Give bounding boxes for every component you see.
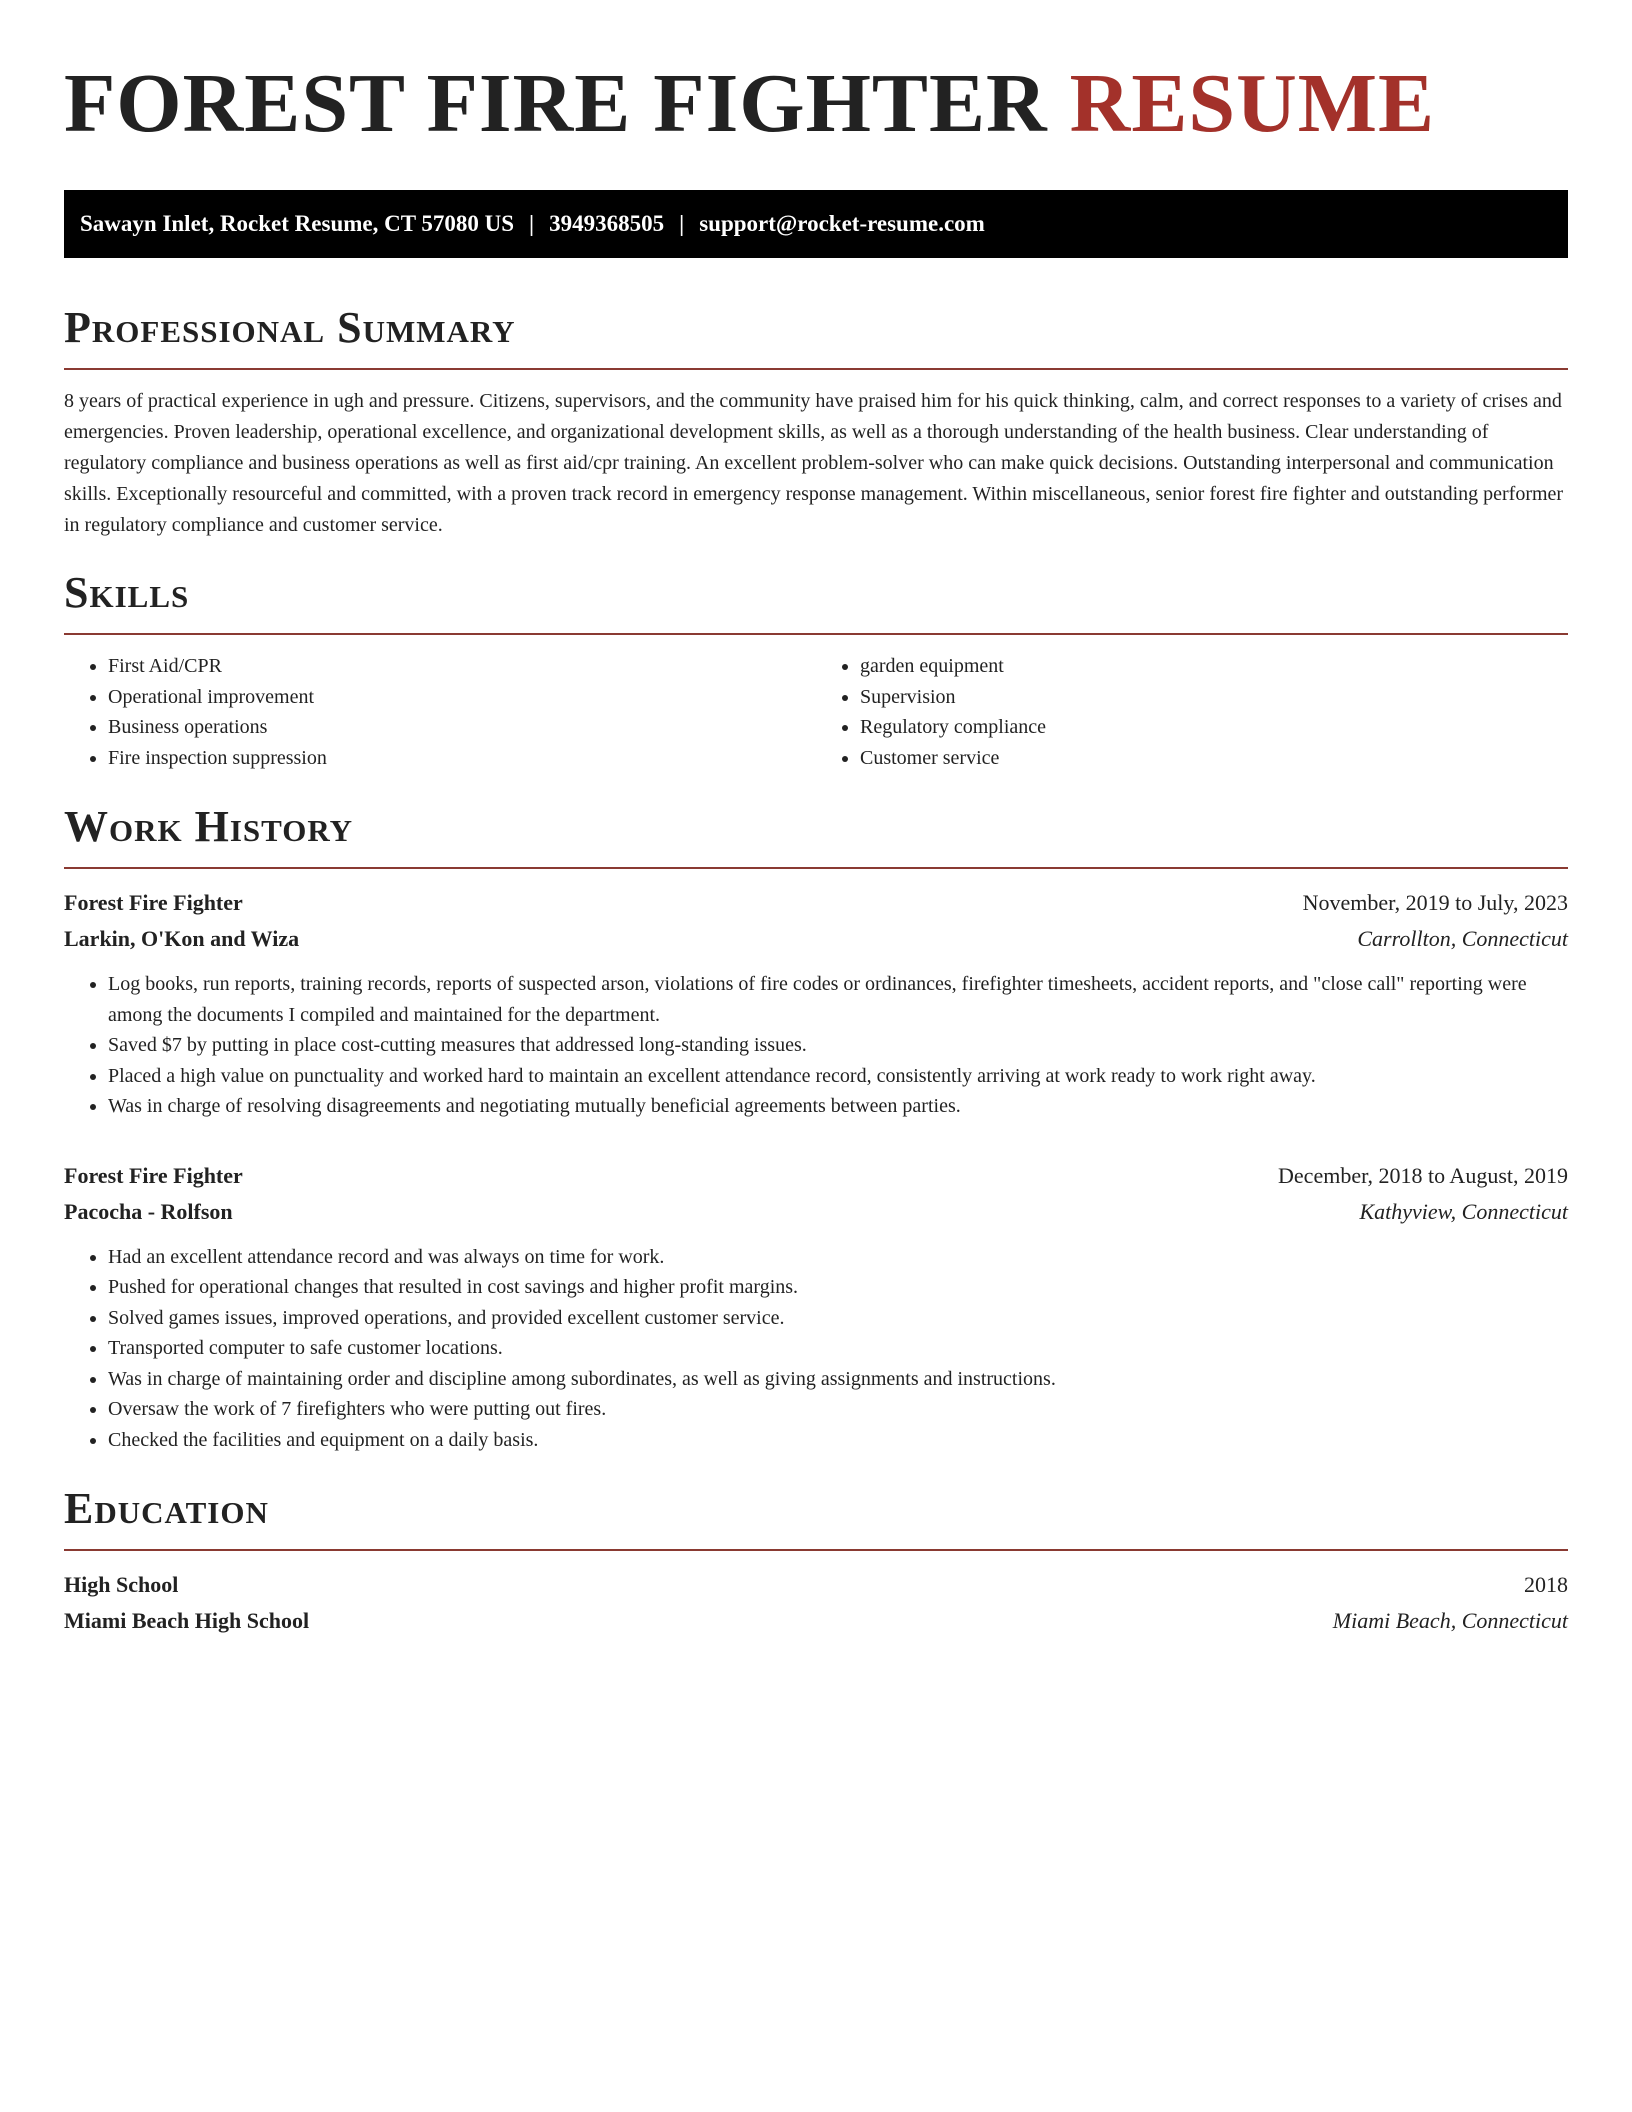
job-company: Pacocha - Rolfson (64, 1198, 233, 1224)
summary-section (64, 304, 1568, 541)
skill-item: • Customer service (860, 743, 1568, 774)
job-bullet: • Log books, run reports, training records, reports of suspected arson, violations of fire codes or ordinances, firefighter timesheets, accident reports, and "close call" reporting were among the documents I compiled and maintained for the department. (108, 969, 1568, 1030)
job-bullets (64, 969, 1568, 1122)
section-divider (64, 1549, 1568, 1551)
education-degree: High School (64, 1572, 179, 1597)
skill-item: • Fire inspection suppression (108, 743, 816, 774)
job-title: Forest Fire Fighter (64, 1162, 243, 1188)
job-bullet: • Placed a high value on punctuality and worked hard to maintain an excellent attendance record, consistently arriving at work ready to work right away. (108, 1061, 1568, 1092)
education-school: Miami Beach High School (64, 1608, 310, 1633)
contact-address: Sawayn Inlet, Rocket Resume, CT 57080 US (80, 211, 515, 236)
job-entry (64, 885, 1568, 1122)
skill-item: • Operational improvement (108, 682, 816, 713)
contact-separator: | (679, 211, 685, 236)
education-header-row (64, 1567, 1568, 1603)
skills-list (64, 651, 1568, 773)
section-heading: Education (64, 1484, 269, 1533)
job-bullet: • Oversaw the work of 7 firefighters who were putting out fires. (108, 1394, 1568, 1425)
contact-separator: | (529, 211, 535, 236)
section-divider (64, 867, 1568, 869)
skill-item: • garden equipment (860, 651, 1568, 682)
title-accent: RESUME (1069, 57, 1436, 150)
skill-item: • First Aid/CPR (108, 651, 816, 682)
section-divider (64, 368, 1568, 370)
skill-item: • Regulatory compliance (860, 712, 1568, 743)
job-company: Larkin, O'Kon and Wiza (64, 926, 300, 951)
skills-column-left (64, 651, 816, 773)
section-heading: Professional Summary (64, 303, 516, 352)
job-bullet: • Was in charge of maintaining order and discipline among subordinates, as well as giving assignments and instructions. (108, 1364, 1568, 1395)
job-bullet: • Solved games issues, improved operations, and provided excellent customer service. (108, 1303, 1568, 1334)
education-year: 2018 (1524, 1572, 1568, 1597)
job-bullet: • Had an excellent attendance record and was always on time for work. (108, 1242, 1568, 1273)
skill-item: • Supervision (860, 682, 1568, 713)
job-bullet: • Pushed for operational changes that resulted in cost savings and higher profit margins. (108, 1272, 1568, 1303)
contact-phone: 3949368505 (549, 211, 665, 236)
job-title: Forest Fire Fighter (64, 890, 243, 915)
work-history-section (64, 803, 1568, 1455)
skills-column-right (816, 651, 1568, 773)
title-main: FOREST FIRE FIGHTER (64, 57, 1048, 150)
job-bullet: • Saved $7 by putting in place cost-cutting measures that addressed long-standing issues. (108, 1030, 1568, 1061)
job-dates: December, 2018 to August, 2019 (1278, 1162, 1568, 1188)
skills-section (64, 569, 1568, 773)
job-header-row (64, 1158, 1568, 1194)
summary-text: 8 years of practical experience in ugh and pressure. Citizens, supervisors, and the community have praised him for his quick thinking, calm, and correct responses to a variety of crises and emergencies. Proven leadership, operational excellence, and organizational development skills, as well as a thorough understanding of the health business. Clear understanding of regulatory compliance and business operations as well as first aid/cpr training. An excellent problem-solver who can make quick decisions. Outstanding interpersonal and communication skills. Exceptionally resourceful and committed, with a proven track record in emergency response management. Within miscellaneous, senior forest fire fighter and outstanding performer in regulatory compliance and customer service. (64, 390, 1564, 536)
job-location: Carrollton, Connecticut (1357, 926, 1568, 951)
contact-email: support@rocket-resume.com (699, 211, 985, 236)
job-bullets (64, 1242, 1568, 1456)
job-dates: November, 2019 to July, 2023 (1302, 890, 1568, 915)
education-section (64, 1485, 1568, 1639)
section-heading: Work History (64, 802, 354, 851)
job-bullet: • Transported computer to safe customer locations. (108, 1333, 1568, 1364)
job-company-row (64, 921, 1568, 957)
education-location: Miami Beach, Connecticut (1332, 1608, 1568, 1633)
job-location: Kathyview, Connecticut (1359, 1198, 1568, 1224)
resume-title (64, 57, 1568, 150)
job-entry (64, 1158, 1568, 1456)
section-divider (64, 633, 1568, 635)
job-company-row (64, 1194, 1568, 1230)
contact-bar (64, 190, 1568, 258)
job-bullet: • Checked the facilities and equipment on a daily basis. (108, 1425, 1568, 1456)
job-header-row (64, 885, 1568, 921)
education-school-row (64, 1603, 1568, 1639)
section-heading: Skills (64, 568, 190, 617)
skill-item: • Business operations (108, 712, 816, 743)
job-bullet: • Was in charge of resolving disagreements and negotiating mutually beneficial agreements between parties. (108, 1091, 1568, 1122)
